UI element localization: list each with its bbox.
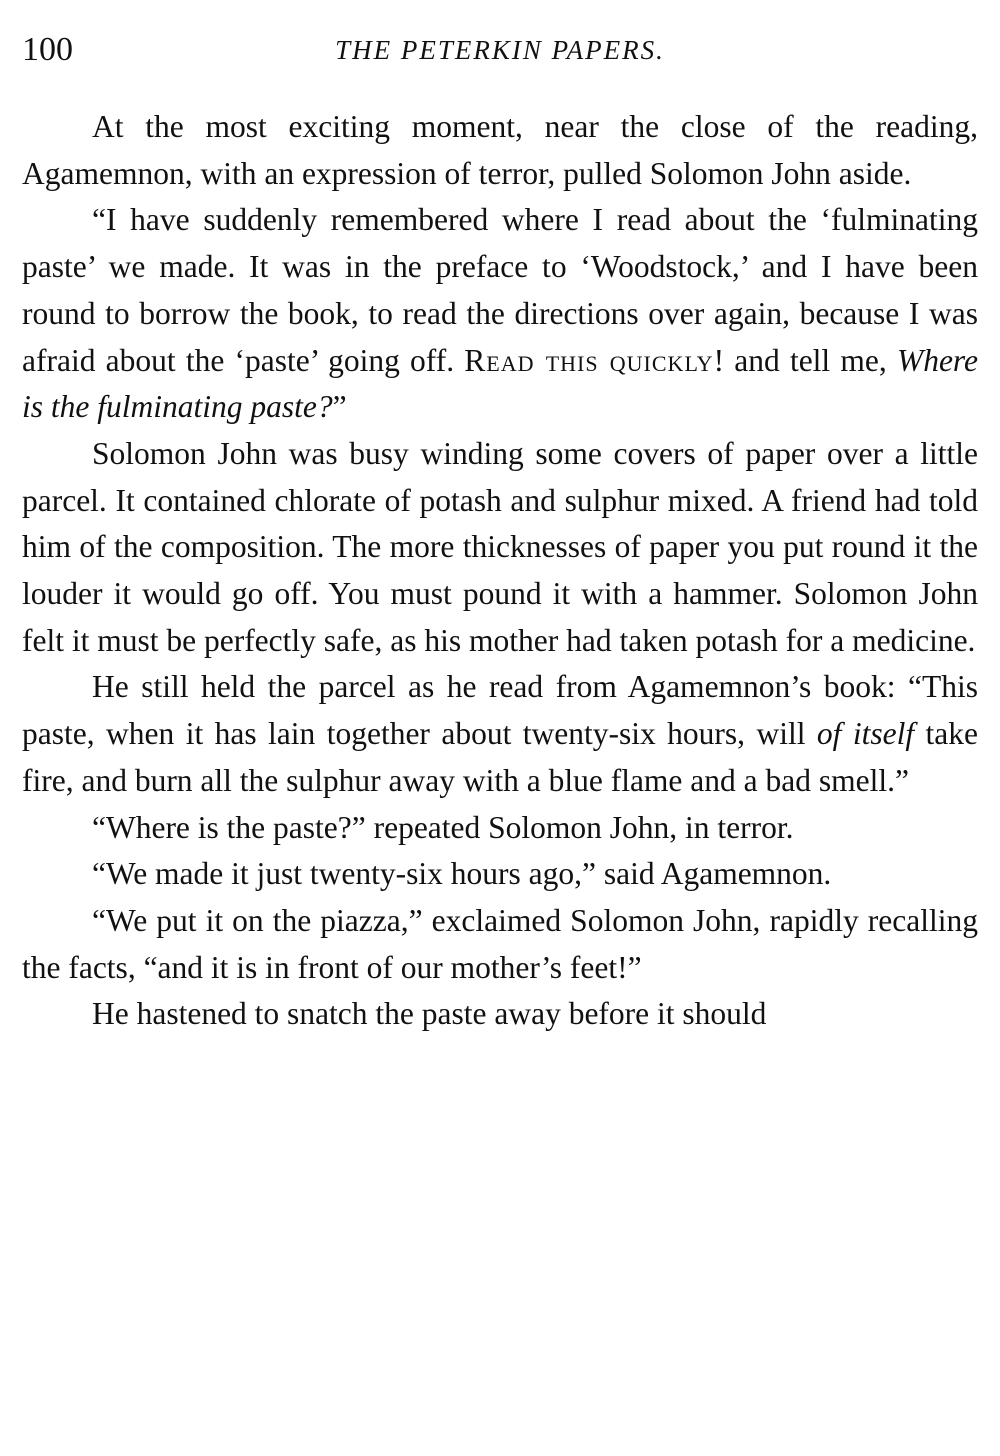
- italic-question: Where is the fulminating paste?: [22, 342, 978, 425]
- paragraph-3: Solomon John was busy winding some covers of paper over a little parcel. It contained chlorate of potash and sulphur mixed. A friend had told him of the composition. The more thicknesses of paper you put round it the louder it would go off. You must pound it with a hammer. Solomon John felt it must be perfectly safe, as his mother had taken potash for a medicine.: [22, 435, 978, 658]
- closing-quote: ”: [332, 389, 347, 425]
- paragraph-2-text-continued: ! and tell me,: [713, 342, 897, 378]
- paragraph-2-text: “I have suddenly remembered where I read about the ‘fulminating paste’ we made. It was in the preface to ‘Woodstock,’ and I have been round to borrow the book, to read the directions over again, because I was afraid about the ‘paste’ going off.: [22, 202, 978, 378]
- paragraph-2: [22, 197, 978, 431]
- paragraph-4-text-continued: take fire, and burn all the sulphur away with a blue flame and a bad smell.”: [22, 716, 979, 798]
- paragraph-5: “Where is the paste?” repeated Solomon John, in terror.: [92, 809, 794, 845]
- page-header: [22, 28, 978, 72]
- paragraph-4-text: He still held the parcel as he read from Agamemnon’s book: “This paste, when it has lain together about twenty-six hours, will: [22, 669, 978, 752]
- paragraph-1: At the most exciting moment, near the close of the reading, Agamemnon, with an expression of terror, pulled Solomon John aside.: [22, 109, 978, 191]
- paragraph-4: [22, 664, 978, 804]
- page-number: 100: [22, 31, 73, 68]
- paragraph-7: “We put it on the piazza,” exclaimed Solomon John, rapidly recalling the facts, “and it is in front of our mother’s feet!”: [22, 902, 978, 985]
- italic-phrase: of itself: [816, 716, 915, 752]
- small-caps-phrase: Read this quickly: [464, 342, 714, 378]
- body-text: [22, 104, 978, 1038]
- paragraph-6: “We made it just twenty-six hours ago,” said Agamemnon.: [92, 856, 832, 892]
- running-title: THE PETERKIN PAPERS.: [335, 35, 665, 65]
- paragraph-8: He hastened to snatch the paste away before it should: [92, 996, 767, 1032]
